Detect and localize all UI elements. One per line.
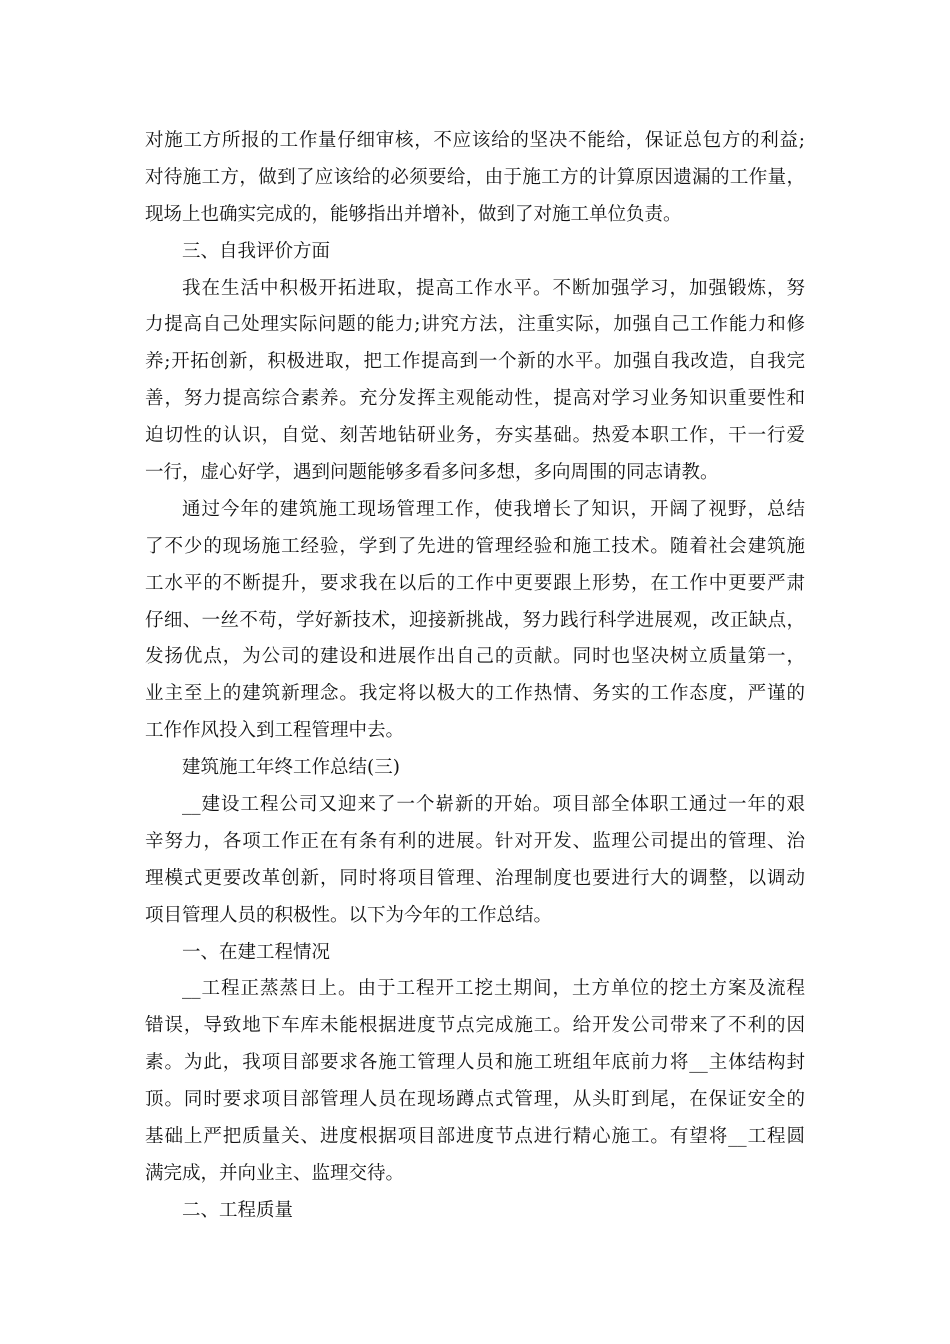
text-line: 现场上也确实完成的，能够指出并增补，做到了对施工单位负责。: [145, 203, 682, 225]
text-line: 素。为此，我项目部要求各施工管理人员和施工班组年底前力将__主体结构封: [145, 1052, 805, 1074]
text-line: 项目管理人员的积极性。以下为今年的工作总结。: [145, 904, 553, 926]
text-line: 错误，导致地下车库未能根据进度节点完成施工。给开发公司带来了不利的因: [145, 1015, 805, 1037]
text-line: 工作作风投入到工程管理中去。: [145, 720, 405, 742]
text-line: 建筑施工年终工作总结(三): [182, 757, 400, 779]
text-line: 工水平的不断提升，要求我在以后的工作中更要跟上形势，在工作中更要严肃: [145, 572, 805, 594]
text-line: 辛努力，各项工作正在有条有利的进展。针对开发、监理公司提出的管理、治: [145, 830, 805, 852]
text-line: 了不少的现场施工经验，学到了先进的管理经验和施工技术。随着社会建筑施: [145, 535, 805, 557]
document-body: [145, 123, 805, 1230]
text-line: 满完成，并向业主、监理交待。: [145, 1162, 405, 1184]
text-line: 基础上严把质量关、进度根据项目部进度节点进行精心施工。有望将__工程圆: [145, 1126, 805, 1148]
text-line: 力提高自己处理实际问题的能力;讲究方法，注重实际，加强自己工作能力和修: [145, 314, 805, 336]
text-line: 对施工方所报的工作量仔细审核，不应该给的坚决不能给，保证总包方的利益;: [145, 130, 805, 151]
text-line: 对待施工方，做到了应该给的必须要给，由于施工方的计算原因遗漏的工作量，: [145, 166, 805, 188]
text-line: 业主至上的建筑新理念。我定将以极大的工作热情、务实的工作态度，严谨的: [145, 683, 805, 705]
text-line: 仔细、一丝不苟，学好新技术，迎接新挑战，努力践行科学进展观，改正缺点，: [145, 609, 805, 631]
text-line: 一、在建工程情况: [182, 941, 331, 963]
text-line: 三、自我评价方面: [182, 240, 331, 262]
text-line: 迫切性的认识，自觉、刻苦地钻研业务，夯实基础。热爱本职工作，干一行爱: [145, 425, 805, 447]
text-line: __建设工程公司又迎来了一个崭新的开始。项目部全体职工通过一年的艰: [182, 794, 805, 816]
text-line: 通过今年的建筑施工现场管理工作，使我增长了知识，开阔了视野，总结: [182, 498, 805, 520]
text-line: 一行，虚心好学，遇到问题能够多看多问多想，多向周围的同志请教。: [145, 462, 719, 484]
text-line: 我在生活中积极开拓进取，提高工作水平。不断加强学习，加强锻炼，努: [182, 277, 805, 299]
text-line: 二、工程质量: [182, 1199, 294, 1221]
text-line: 善，努力提高综合素养。充分发挥主观能动性，提高对学习业务知识重要性和: [145, 388, 805, 410]
text-line: 养;开拓创新，积极进取，把工作提高到一个新的水平。加强自我改造，自我完: [145, 351, 805, 373]
text-line: __工程正蒸蒸日上。由于工程开工挖土期间，土方单位的挖土方案及流程: [182, 978, 805, 1000]
text-line: 理模式更要改革创新，同时将项目管理、治理制度也要进行大的调整，以调动: [145, 867, 805, 889]
text-line: 顶。同时要求项目部管理人员在现场蹲点式管理，从头盯到尾，在保证安全的: [145, 1089, 805, 1111]
text-line: 发扬优点，为公司的建设和进展作出自己的贡献。同时也坚决树立质量第一，: [145, 646, 805, 668]
